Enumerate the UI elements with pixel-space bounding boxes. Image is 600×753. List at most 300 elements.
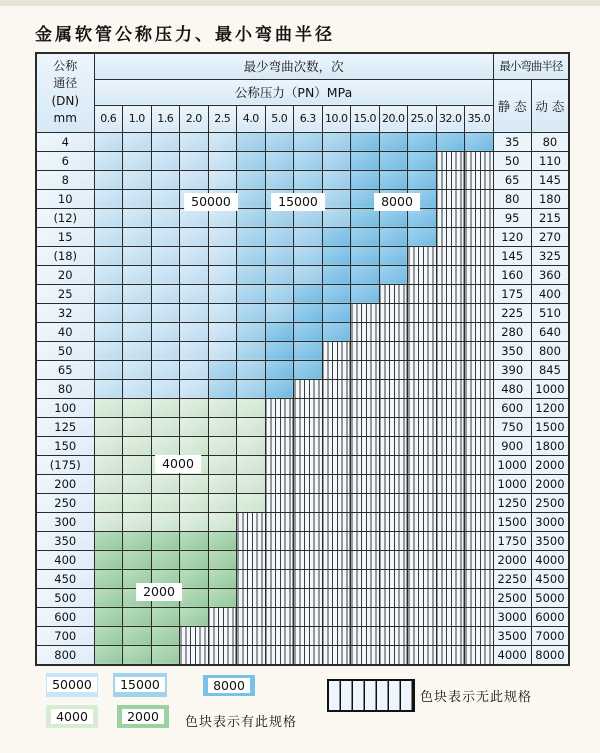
static-cell: 2500 <box>493 588 531 607</box>
pressure-cell <box>265 303 294 322</box>
dynamic-cell: 1800 <box>531 436 569 455</box>
dn-cell: 8 <box>36 170 94 189</box>
pressure-cell <box>294 265 323 284</box>
pressure-cell <box>151 151 180 170</box>
pressure-cell <box>265 284 294 303</box>
dn-cell: 250 <box>36 493 94 512</box>
table-row <box>36 455 569 474</box>
pressure-cell <box>294 360 323 379</box>
pressure-col-header: 20.0 <box>379 105 408 132</box>
pressure-cell <box>408 569 437 588</box>
static-cell: 50 <box>493 151 531 170</box>
pressure-cell <box>322 246 351 265</box>
pressure-cell <box>123 189 152 208</box>
table-row <box>36 398 569 417</box>
pressure-cell <box>180 132 209 151</box>
pressure-cell <box>436 170 465 189</box>
pressure-table-wrap <box>35 52 571 666</box>
pressure-cell <box>94 303 123 322</box>
pressure-cell <box>408 474 437 493</box>
dynamic-cell: 4500 <box>531 569 569 588</box>
pressure-cell <box>379 360 408 379</box>
pressure-cell <box>408 132 437 151</box>
pressure-cell <box>465 132 494 151</box>
pressure-cell <box>351 436 380 455</box>
pressure-cell <box>465 322 494 341</box>
pressure-cell <box>237 531 266 550</box>
pressure-cell <box>322 151 351 170</box>
static-cell: 350 <box>493 341 531 360</box>
pressure-cell <box>123 284 152 303</box>
table-row <box>36 493 569 512</box>
dn-cell: (12) <box>36 208 94 227</box>
pressure-cell <box>408 227 437 246</box>
pressure-col-header: 2.5 <box>208 105 237 132</box>
pressure-cell <box>465 360 494 379</box>
pressure-cell <box>94 474 123 493</box>
pressure-cell <box>180 436 209 455</box>
pressure-cell <box>265 512 294 531</box>
dynamic-cell: 325 <box>531 246 569 265</box>
pressure-cell <box>436 550 465 569</box>
pressure-cell <box>94 436 123 455</box>
pressure-cell <box>379 132 408 151</box>
pressure-cell <box>237 227 266 246</box>
pressure-cell <box>351 360 380 379</box>
dynamic-cell: 640 <box>531 322 569 341</box>
pressure-cell <box>208 398 237 417</box>
pressure-cell <box>408 436 437 455</box>
pressure-cell <box>180 151 209 170</box>
pressure-cell <box>351 246 380 265</box>
pressure-cell <box>465 151 494 170</box>
pressure-cell <box>151 493 180 512</box>
pressure-cell <box>180 265 209 284</box>
pressure-cell <box>379 379 408 398</box>
pressure-cell <box>436 341 465 360</box>
pressure-cell <box>436 436 465 455</box>
pressure-cell <box>237 265 266 284</box>
pressure-cell <box>322 455 351 474</box>
pressure-cell <box>237 170 266 189</box>
pressure-cell <box>379 455 408 474</box>
table-row <box>36 170 569 189</box>
dn-cell: (175) <box>36 455 94 474</box>
pressure-cell <box>237 436 266 455</box>
pressure-cell <box>123 531 152 550</box>
pressure-cell <box>180 284 209 303</box>
dynamic-cell: 145 <box>531 170 569 189</box>
pressure-cell <box>294 417 323 436</box>
dynamic-cell: 3500 <box>531 531 569 550</box>
pressure-cell <box>265 550 294 569</box>
dynamic-cell: 2500 <box>531 493 569 512</box>
dn-header-line4: mm <box>53 111 77 126</box>
dn-column-header <box>36 53 94 132</box>
pressure-cell <box>208 284 237 303</box>
pressure-cell <box>379 284 408 303</box>
pressure-cell <box>265 569 294 588</box>
pressure-cell <box>322 493 351 512</box>
pressure-cell <box>151 208 180 227</box>
pressure-cell <box>94 417 123 436</box>
pressure-cell <box>94 531 123 550</box>
table-body <box>36 132 569 665</box>
pressure-cell <box>265 151 294 170</box>
pressure-cell <box>94 227 123 246</box>
static-cell: 480 <box>493 379 531 398</box>
pressure-cell <box>123 417 152 436</box>
pressure-cell <box>237 151 266 170</box>
pressure-cell <box>94 265 123 284</box>
pressure-cell <box>265 531 294 550</box>
pressure-cell <box>237 379 266 398</box>
static-cell: 80 <box>493 189 531 208</box>
pressure-cell <box>265 474 294 493</box>
pressure-cell <box>379 607 408 626</box>
pressure-cell <box>123 645 152 665</box>
pressure-cell <box>436 208 465 227</box>
dn-cell: 600 <box>36 607 94 626</box>
table-row <box>36 626 569 645</box>
pressure-cell <box>180 170 209 189</box>
pressure-cell <box>322 303 351 322</box>
pressure-cell <box>351 170 380 189</box>
pressure-cell <box>465 208 494 227</box>
static-column-header: 静 态 <box>493 79 531 132</box>
pressure-cell <box>322 265 351 284</box>
pressure-cell <box>408 265 437 284</box>
static-cell: 225 <box>493 303 531 322</box>
pressure-cell <box>151 436 180 455</box>
pressure-cell <box>265 645 294 665</box>
pressure-cell <box>123 322 152 341</box>
pressure-cell <box>237 398 266 417</box>
pressure-cell <box>237 493 266 512</box>
pressure-cell <box>379 569 408 588</box>
pressure-cell <box>379 531 408 550</box>
static-cell: 1000 <box>493 455 531 474</box>
pressure-cell <box>151 417 180 436</box>
pressure-cell <box>237 626 266 645</box>
pressure-cell <box>322 588 351 607</box>
pressure-cell <box>123 512 152 531</box>
pressure-cell <box>94 132 123 151</box>
pressure-cell <box>379 550 408 569</box>
pressure-cell <box>465 398 494 417</box>
pressure-cell <box>294 284 323 303</box>
pressure-cell <box>265 227 294 246</box>
table-row <box>36 645 569 665</box>
pressure-cell <box>123 132 152 151</box>
pressure-cell <box>436 151 465 170</box>
pressure-cell <box>237 341 266 360</box>
pressure-cell <box>351 531 380 550</box>
pressure-cell <box>237 246 266 265</box>
pressure-cell <box>465 189 494 208</box>
pressure-cell <box>208 265 237 284</box>
pressure-cell <box>151 189 180 208</box>
pressure-cell <box>94 151 123 170</box>
table-row <box>36 265 569 284</box>
pressure-cell <box>436 474 465 493</box>
pressure-cell <box>265 379 294 398</box>
pressure-cell <box>265 398 294 417</box>
dn-cell: 80 <box>36 379 94 398</box>
pressure-cell <box>322 417 351 436</box>
pressure-cell <box>237 550 266 569</box>
pressure-cell <box>465 588 494 607</box>
pressure-cell <box>294 512 323 531</box>
pressure-cell <box>151 284 180 303</box>
band-count-label: 2000 <box>136 583 182 601</box>
dynamic-cell: 110 <box>531 151 569 170</box>
pressure-cell <box>322 322 351 341</box>
pressure-cell <box>294 550 323 569</box>
pressure-cell <box>294 645 323 665</box>
table-row <box>36 417 569 436</box>
pressure-cell <box>322 189 351 208</box>
pressure-cell <box>379 512 408 531</box>
dynamic-column-header: 动 态 <box>531 79 569 132</box>
table-row <box>36 341 569 360</box>
pressure-col-header: 15.0 <box>351 105 380 132</box>
pressure-cell <box>180 512 209 531</box>
dn-cell: 100 <box>36 398 94 417</box>
legend-swatch-label: 8000 <box>208 678 250 693</box>
pressure-cell <box>123 341 152 360</box>
pressure-cell <box>94 379 123 398</box>
table-row <box>36 474 569 493</box>
dynamic-cell: 6000 <box>531 607 569 626</box>
pressure-cell <box>208 303 237 322</box>
dynamic-cell: 7000 <box>531 626 569 645</box>
pressure-cell <box>408 588 437 607</box>
pressure-cell <box>265 170 294 189</box>
pressure-cell <box>465 227 494 246</box>
pressure-cell <box>351 607 380 626</box>
pressure-table <box>35 52 570 666</box>
pressure-cell <box>465 341 494 360</box>
pressure-cell <box>180 417 209 436</box>
dynamic-cell: 4000 <box>531 550 569 569</box>
dynamic-cell: 5000 <box>531 588 569 607</box>
pressure-cell <box>294 151 323 170</box>
pressure-cell <box>351 379 380 398</box>
pressure-cell <box>294 303 323 322</box>
pressure-cell <box>465 246 494 265</box>
pressure-cell <box>208 341 237 360</box>
pressure-cell <box>94 189 123 208</box>
dn-cell: 6 <box>36 151 94 170</box>
pressure-col-header: 10.0 <box>322 105 351 132</box>
pressure-cell <box>208 588 237 607</box>
pressure-cell <box>436 322 465 341</box>
pressure-cell <box>379 322 408 341</box>
pressure-cell <box>351 474 380 493</box>
pressure-cell <box>408 645 437 665</box>
pressure-cell <box>294 607 323 626</box>
dn-cell: 450 <box>36 569 94 588</box>
pressure-cell <box>465 303 494 322</box>
static-cell: 1000 <box>493 474 531 493</box>
pressure-cell <box>465 569 494 588</box>
pressure-cell <box>294 227 323 246</box>
dynamic-cell: 215 <box>531 208 569 227</box>
band-count-label: 50000 <box>184 193 238 211</box>
static-cell: 35 <box>493 132 531 151</box>
pressure-cell <box>151 322 180 341</box>
pressure-cell <box>265 246 294 265</box>
pressure-cell <box>436 512 465 531</box>
static-cell: 175 <box>493 284 531 303</box>
pressure-cell <box>208 379 237 398</box>
pressure-cell <box>94 341 123 360</box>
pressure-cell <box>94 607 123 626</box>
pressure-cell <box>94 626 123 645</box>
pressure-cell <box>180 246 209 265</box>
pressure-cell <box>436 189 465 208</box>
pressure-cell <box>123 208 152 227</box>
static-cell: 2250 <box>493 569 531 588</box>
pressure-cell <box>294 341 323 360</box>
pressure-cell <box>351 303 380 322</box>
pressure-cell <box>408 550 437 569</box>
dn-cell: 40 <box>36 322 94 341</box>
pressure-cell <box>180 398 209 417</box>
pressure-cell <box>208 512 237 531</box>
pressure-cell <box>208 607 237 626</box>
pressure-cell <box>322 284 351 303</box>
static-cell: 750 <box>493 417 531 436</box>
pressure-cell <box>94 284 123 303</box>
pressure-cell <box>465 607 494 626</box>
bend-radius-header: 最小弯曲半径 <box>493 53 569 79</box>
pressure-cell <box>379 626 408 645</box>
legend-swatch-4000 <box>46 705 98 728</box>
pressure-cell <box>465 265 494 284</box>
pressure-cell <box>465 474 494 493</box>
pressure-cell <box>465 531 494 550</box>
pressure-cell <box>123 379 152 398</box>
pressure-cell <box>351 550 380 569</box>
pressure-cell <box>465 379 494 398</box>
pressure-cell <box>322 170 351 189</box>
pressure-col-header: 4.0 <box>237 105 266 132</box>
dynamic-cell: 800 <box>531 341 569 360</box>
static-cell: 160 <box>493 265 531 284</box>
pressure-cell <box>294 132 323 151</box>
pressure-cell <box>123 303 152 322</box>
pressure-cell <box>94 398 123 417</box>
table-row <box>36 151 569 170</box>
static-cell: 280 <box>493 322 531 341</box>
page-title: 金属软管公称压力、最小弯曲半径 <box>35 25 335 45</box>
pressure-cell <box>180 493 209 512</box>
dn-cell: 20 <box>36 265 94 284</box>
pressure-cell <box>180 645 209 665</box>
legend-swatch-15000 <box>113 673 167 697</box>
dynamic-cell: 270 <box>531 227 569 246</box>
pressure-cell <box>351 132 380 151</box>
pressure-cell <box>265 322 294 341</box>
dynamic-cell: 360 <box>531 265 569 284</box>
pressure-cell <box>237 474 266 493</box>
pressure-cell <box>322 379 351 398</box>
page <box>0 6 600 753</box>
dynamic-cell: 510 <box>531 303 569 322</box>
pressure-cell <box>151 626 180 645</box>
static-cell: 390 <box>493 360 531 379</box>
pressure-cell <box>294 531 323 550</box>
band-count-label: 4000 <box>155 455 201 473</box>
pressure-cell <box>322 208 351 227</box>
pressure-cell <box>237 607 266 626</box>
pressure-cell <box>208 246 237 265</box>
pressure-cell <box>294 170 323 189</box>
pressure-cell <box>351 284 380 303</box>
pressure-cell <box>237 322 266 341</box>
table-row <box>36 132 569 151</box>
pressure-cell <box>351 151 380 170</box>
dynamic-cell: 8000 <box>531 645 569 665</box>
pressure-cell <box>237 417 266 436</box>
pressure-cell <box>123 550 152 569</box>
pressure-cell <box>379 170 408 189</box>
pressure-cell <box>436 531 465 550</box>
pressure-cell <box>265 493 294 512</box>
legend-swatch-2000 <box>117 705 169 728</box>
pressure-cell <box>436 569 465 588</box>
pressure-cell <box>123 626 152 645</box>
pressure-cell <box>94 208 123 227</box>
legend-swatch-label: 2000 <box>122 709 164 724</box>
pressure-cell <box>465 550 494 569</box>
pressure-col-header: 32.0 <box>436 105 465 132</box>
pressure-cell <box>351 493 380 512</box>
pressure-cell <box>123 436 152 455</box>
pressure-cell <box>351 645 380 665</box>
pressure-cell <box>208 417 237 436</box>
pressure-cell <box>294 455 323 474</box>
dn-cell: 700 <box>36 626 94 645</box>
pressure-cell <box>436 626 465 645</box>
pressure-col-header: 2.0 <box>180 105 209 132</box>
band-count-label: 8000 <box>374 193 420 211</box>
static-cell: 1250 <box>493 493 531 512</box>
pressure-cell <box>94 588 123 607</box>
pressure-cell <box>408 531 437 550</box>
pressure-cell <box>322 626 351 645</box>
pressure-cell <box>94 493 123 512</box>
pressure-cell <box>322 569 351 588</box>
pressure-cell <box>94 645 123 665</box>
pressure-col-header: 1.0 <box>123 105 152 132</box>
static-cell: 1500 <box>493 512 531 531</box>
static-cell: 4000 <box>493 645 531 665</box>
dynamic-cell: 1200 <box>531 398 569 417</box>
dn-header-line3: (DN) <box>51 93 80 108</box>
pressure-cell <box>208 645 237 665</box>
pressure-cell <box>123 455 152 474</box>
pressure-cell <box>180 531 209 550</box>
pressure-cell <box>322 531 351 550</box>
dn-cell: 50 <box>36 341 94 360</box>
pressure-cell <box>151 303 180 322</box>
pressure-cell <box>408 607 437 626</box>
bend-times-header: 最少弯曲次数，次 <box>94 53 493 79</box>
pressure-cell <box>237 360 266 379</box>
